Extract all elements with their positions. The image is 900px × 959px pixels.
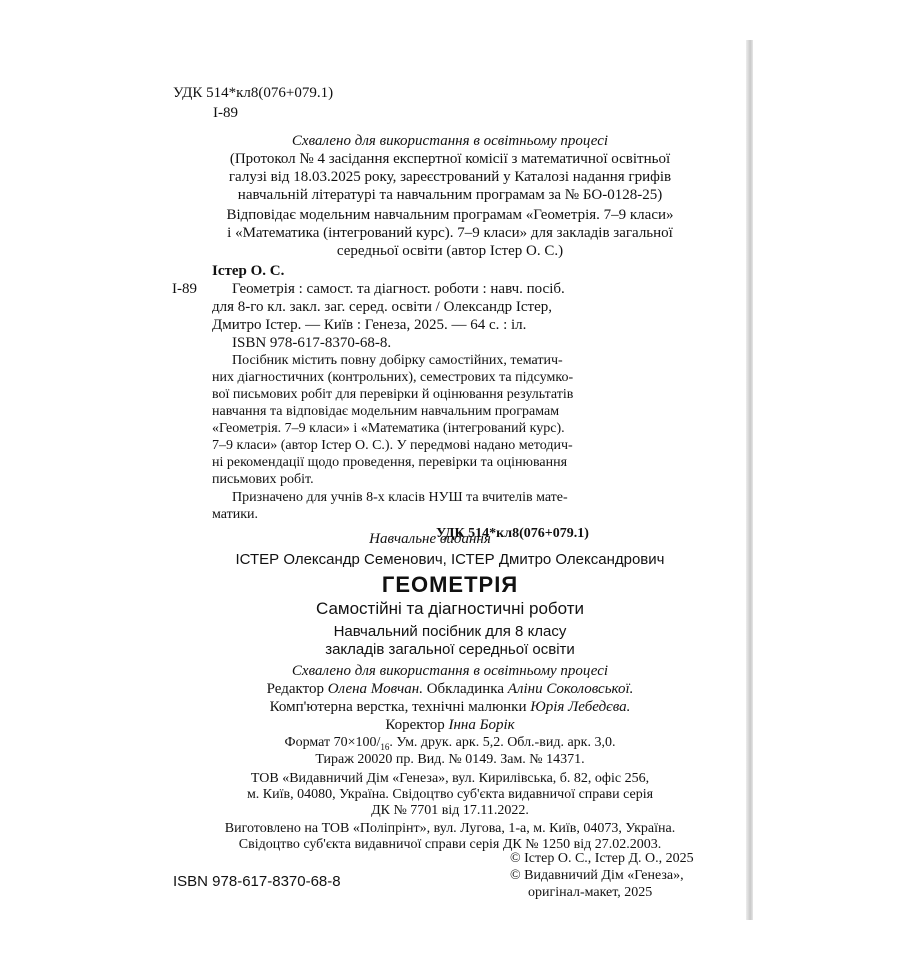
- layout-label: Комп'ютерна верстка, технічні малюнки: [269, 699, 527, 715]
- udk-code: УДК 514*кл8(076+079.1): [173, 85, 334, 101]
- compliance-line: середньої освіти (автор Істер О. С.): [336, 243, 564, 259]
- abstract-line: письмових робіт.: [212, 472, 314, 487]
- footer-isbn: ISBN 978-617-8370-68-8: [173, 873, 341, 890]
- editor-label: Редактор: [266, 681, 324, 697]
- publisher-line: ДК № 7701 від 17.11.2022.: [371, 803, 529, 818]
- abstract-line: ні рекомендації щодо проведення, перевірки та оцінювання: [212, 455, 568, 470]
- print-run: Тираж 20020 пр. Вид. № 0149. Зам. № 14371.: [315, 752, 585, 767]
- purpose-line: Навчальний посібник для 8 класу: [333, 623, 567, 640]
- authors: ІСТЕР Олександр Семенович, ІСТЕР Дмитро Олександрович: [235, 551, 665, 568]
- format-fraction: 16: [380, 741, 390, 752]
- audience-line: Призначено для учнів 8-х класів НУШ та вчителів мате-: [232, 490, 568, 505]
- approval-heading: Схвалено для використання в освітньому процесі: [291, 133, 609, 149]
- abstract-line: «Геометрія. 7–9 класи» і «Математика (інтегрований курс).: [212, 421, 565, 436]
- publisher-line: ТОВ «Видавничий Дім «Генеза», вул. Кирилівська, б. 82, офіс 256,: [250, 771, 650, 786]
- cover-name: Аліни Соколовської.: [507, 681, 634, 697]
- book-subtitle: Самостійні та діагностичні роботи: [315, 599, 584, 618]
- catalog-desc-line: Дмитро Істер. — Київ : Генеза, 2025. — 64 с. : іл.: [212, 317, 527, 333]
- proof-label: Коректор: [385, 717, 445, 733]
- catalog-index-side: І-89: [172, 281, 197, 297]
- editor-name: Олена Мовчан.: [327, 681, 423, 697]
- catalog-isbn: ISBN 978-617-8370-68-8.: [232, 335, 392, 351]
- copyright-line: © Істер О. С., Істер Д. О., 2025: [510, 851, 694, 866]
- imprint-approval: Схвалено для використання в освітньому процесі: [291, 663, 609, 679]
- book-title: ГЕОМЕТРІЯ: [381, 572, 519, 597]
- proof-credits: [0, 718, 900, 733]
- catalog-udk: УДК 514*кл8(076+079.1): [436, 526, 589, 541]
- printer-line: Свідоцтво суб'єкта видавничої справи серія ДК № 1250 від 27.02.2003.: [238, 837, 662, 852]
- abstract-line: навчання та відповідає модельним навчальним програмам: [212, 404, 560, 419]
- approval-line: галузі від 18.03.2025 року, зареєстрований у Каталозі надання грифів: [228, 169, 672, 185]
- abstract-line: Посібник містить повну добірку самостійних, тематич-: [232, 353, 563, 368]
- edition-type: Навчальне видання: [369, 531, 491, 547]
- abstract-line: 7–9 класи» (автор Істер О. С.). У передмові надано методич-: [212, 438, 573, 453]
- proof-name: Інна Борік: [448, 717, 515, 733]
- abstract-line: них діагностичних (контрольних), семестрових та підсумко-: [212, 370, 574, 385]
- compliance-line: і «Математика (інтегрований курс). 7–9 класи» для закладів загальної: [227, 225, 673, 241]
- publisher-line: м. Київ, 04080, Україна. Свідоцтво суб'єкта видавничої справи серія: [246, 787, 654, 802]
- catalog-index: І-89: [213, 105, 238, 121]
- approval-line: навчальній літературі та навчальним програмам за № БО-0128-25): [237, 187, 663, 203]
- approval-line: (Протокол № 4 засідання експертної комісії з математичної освітньої: [229, 151, 671, 167]
- cover-label: Обкладинка: [426, 681, 505, 697]
- editor-credits: [0, 682, 900, 697]
- format-line: [0, 736, 900, 752]
- catalog-desc-line: Геометрія : самост. та діагност. роботи : навч. посіб.: [232, 281, 565, 297]
- purpose-line: закладів загальної середньої освіти: [325, 641, 575, 658]
- compliance-line: Відповідає модельним навчальним програмам «Геометрія. 7–9 класи»: [226, 207, 674, 223]
- copyright-line: © Видавничий Дім «Генеза»,: [510, 868, 684, 883]
- catalog-author: Істер О. С.: [212, 263, 285, 279]
- abstract-line: вої письмових робіт для перевірки й оцінювання результатів: [212, 387, 574, 402]
- audience-line: матики.: [212, 507, 259, 522]
- format-pre: Формат 70×100/: [284, 735, 381, 750]
- copyright-line: оригінал-макет, 2025: [528, 885, 653, 900]
- printer-line: Виготовлено на ТОВ «Поліпрінт», вул. Лугова, 1-а, м. Київ, 04073, Україна.: [224, 821, 676, 836]
- layout-name: Юрія Лебедєва.: [530, 699, 631, 715]
- layout-credits: [0, 700, 900, 715]
- catalog-desc-line: для 8-го кл. закл. заг. серед. освіти / Олександр Істер,: [212, 299, 552, 315]
- format-post: . Ум. друк. арк. 5,2. Обл.-вид. арк. 3,0.: [389, 735, 616, 750]
